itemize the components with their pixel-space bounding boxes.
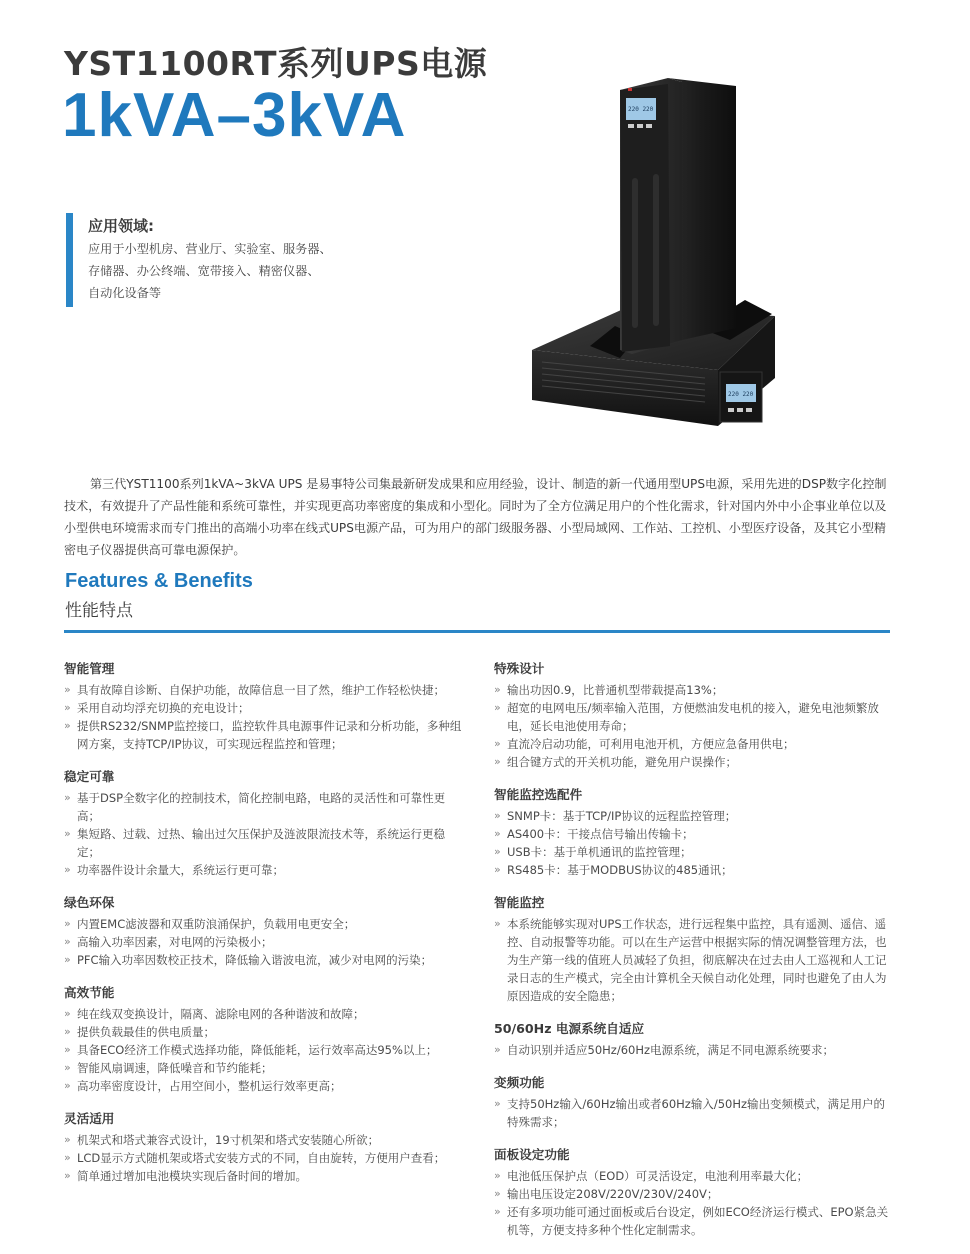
- feature-item: » 超宽的电网电压/频率输入范围，方便燃油发电机的接入，避免电池频繁放电，延长电池使用寿命；: [494, 699, 894, 735]
- feature-section: [64, 768, 466, 879]
- ups-product-image: [520, 78, 780, 436]
- feature-item: » 提供RS232/SNMP监控接口，监控软件具电源事件记录和分析功能，多种组网方案，支持TCP/IP协议，可实现远程监控和管理；: [64, 717, 466, 753]
- feature-item: » 自动识别并适应50Hz/60Hz电源系统，满足不同电源系统要求；: [494, 1041, 894, 1059]
- application-line: 自动化设备等: [88, 286, 162, 300]
- feature-section-title: 智能管理: [64, 661, 115, 676]
- feature-item: » 直流冷启动功能，可利用电池开机，方便应急备用供电；: [494, 735, 894, 753]
- feature-item: » 组合键方式的开关机功能，避免用户误操作；: [494, 753, 894, 771]
- tower-lcd-text: 220 220: [628, 106, 654, 113]
- feature-item: » 机架式和塔式兼容式设计，19寸机架和塔式安装随心所欲；: [64, 1131, 466, 1149]
- feature-section-title: 面板设定功能: [494, 1147, 570, 1162]
- features-title-en: Features & Benefits: [65, 570, 253, 592]
- feature-item: » 还有多项功能可通过面板或后台设定，例如ECO经济运行模式、EPO紧急关机等，方便支持多种个性化定制需求。: [494, 1203, 894, 1239]
- section-divider: [64, 630, 890, 633]
- feature-item: » 功率器件设计余量大，系统运行更可靠；: [64, 861, 466, 879]
- feature-item: » 内置EMC滤波器和双重防浪涌保护，负载用电更安全；: [64, 915, 466, 933]
- feature-item: » 支持50Hz输入/60Hz输出或者60Hz输入/50Hz输出变频模式，满足用户的特殊需求；: [494, 1095, 894, 1131]
- feature-section-title: 特殊设计: [494, 661, 545, 676]
- feature-section: [494, 894, 894, 1005]
- feature-section: [494, 1020, 894, 1059]
- feature-section-title: 50/60Hz 电源系统自适应: [494, 1021, 645, 1036]
- application-line: 存储器、办公终端、宽带接入、精密仪器、: [88, 264, 320, 278]
- feature-item: » PFC输入功率因数校正技术，降低输入谐波电流，减少对电网的污染；: [64, 951, 466, 969]
- feature-item: » 纯在线双变换设计，隔离、滤除电网的各种谐波和故障；: [64, 1005, 466, 1023]
- feature-section: [64, 894, 466, 969]
- feature-section-title: 变频功能: [494, 1075, 545, 1090]
- feature-section-title: 智能监控: [494, 895, 545, 910]
- feature-section-title: 稳定可靠: [64, 769, 115, 784]
- feature-section: [494, 1146, 894, 1239]
- tower-front-face: [620, 84, 670, 352]
- accent-bar: [66, 213, 73, 307]
- capacity-range: 1kVA–3kVA: [62, 81, 407, 150]
- page-title: YST1100RT系列UPS电源: [64, 44, 488, 83]
- feature-item: » 具有故障自诊断、自保护功能，故障信息一目了然，维护工作轻松快捷；: [64, 681, 466, 699]
- feature-item: » 高功率密度设计，占用空间小，整机运行效率更高；: [64, 1077, 466, 1095]
- feature-section-title: 灵活适用: [64, 1111, 115, 1126]
- application-title: 应用领域:: [88, 217, 154, 235]
- feature-section: [64, 984, 466, 1095]
- feature-section: [494, 1074, 894, 1131]
- feature-item: » RS485卡：基于MODBUS协议的485通讯；: [494, 861, 894, 879]
- application-text: [88, 238, 358, 304]
- feature-section-title: 智能监控选配件: [494, 787, 583, 802]
- feature-item: » 输出电压设定208V/220V/230V/240V；: [494, 1185, 894, 1203]
- feature-section-title: 绿色环保: [64, 895, 115, 910]
- rack-lcd-text: 220 220: [728, 391, 754, 398]
- feature-item: » 具备ECO经济工作模式选择功能，降低能耗，运行效率高达95%以上；: [64, 1041, 466, 1059]
- feature-item: » 提供负载最佳的供电质量；: [64, 1023, 466, 1041]
- feature-section: [494, 786, 894, 879]
- feature-item: » 简单通过增加电池模块实现后备时间的增加。: [64, 1167, 466, 1185]
- feature-item: » 采用自动均浮充切换的充电设计；: [64, 699, 466, 717]
- feature-section: [64, 660, 466, 753]
- feature-item: » 基于DSP全数字化的控制技术，简化控制电路，电路的灵活性和可靠性更高；: [64, 789, 466, 825]
- feature-item: » 输出功因0.9，比普通机型带载提高13%；: [494, 681, 894, 699]
- features-right-column: [494, 660, 894, 1254]
- feature-section: [494, 660, 894, 771]
- feature-item: » 高输入功率因素，对电网的污染极小；: [64, 933, 466, 951]
- feature-item: » USB卡：基于单机通讯的监控管理；: [494, 843, 894, 861]
- feature-section: [64, 1110, 466, 1185]
- feature-item: » 智能风扇调速，降低噪音和节约能耗；: [64, 1059, 466, 1077]
- intro-paragraph: 第三代YST1100系列1kVA~3kVA UPS 是易事特公司集最新研发成果和应用经验，设计、制造的新一代通用型UPS电源，采用先进的DSP数字化控制技术，有效提升了产品性能和系统可靠性，并实现更高功率密度的集成和小型化。同时为了全方位满足用户的个性化需求，针对国内外中小企事业单位以及小型供电环境需求而专门推出的高端小功率在线式UPS电源产品，可为用户的部门级服务器、小型局域网、工作站、工控机、小型医疗设备，及其它小型精密电子仪器提供高可靠电源保护。: [64, 477, 887, 557]
- feature-item: » 电池低压保护点（EOD）可灵活设定，电池利用率最大化；: [494, 1167, 894, 1185]
- feature-item: » SNMP卡：基于TCP/IP协议的远程监控管理；: [494, 807, 894, 825]
- feature-item: » 集短路、过载、过热、输出过欠压保护及涟波限流技术等，系统运行更稳定；: [64, 825, 466, 861]
- application-line: 应用于小型机房、营业厅、实验室、服务器、: [88, 242, 332, 256]
- feature-section-title: 高效节能: [64, 985, 115, 1000]
- features-left-column: [64, 660, 466, 1200]
- feature-item: » AS400卡：干接点信号输出传输卡；: [494, 825, 894, 843]
- feature-item: » 本系统能够实现对UPS工作状态，进行远程集中监控，具有遥测、遥信、遥控、自动报警等功能。可以在生产运营中根据实际的情况调整管理方法，也为生产第一线的值班人员减轻了负担，彻底解决在过去由人工巡视和人工记录日志的生产模式，完全由计算机全天候自动化处理，同时也避免了由人为原因造成的安全隐患；: [494, 915, 894, 1005]
- features-title-cn: 性能特点: [65, 601, 133, 621]
- feature-item: » LCD显示方式随机架或塔式安装方式的不同，自由旋转，方便用户查看；: [64, 1149, 466, 1167]
